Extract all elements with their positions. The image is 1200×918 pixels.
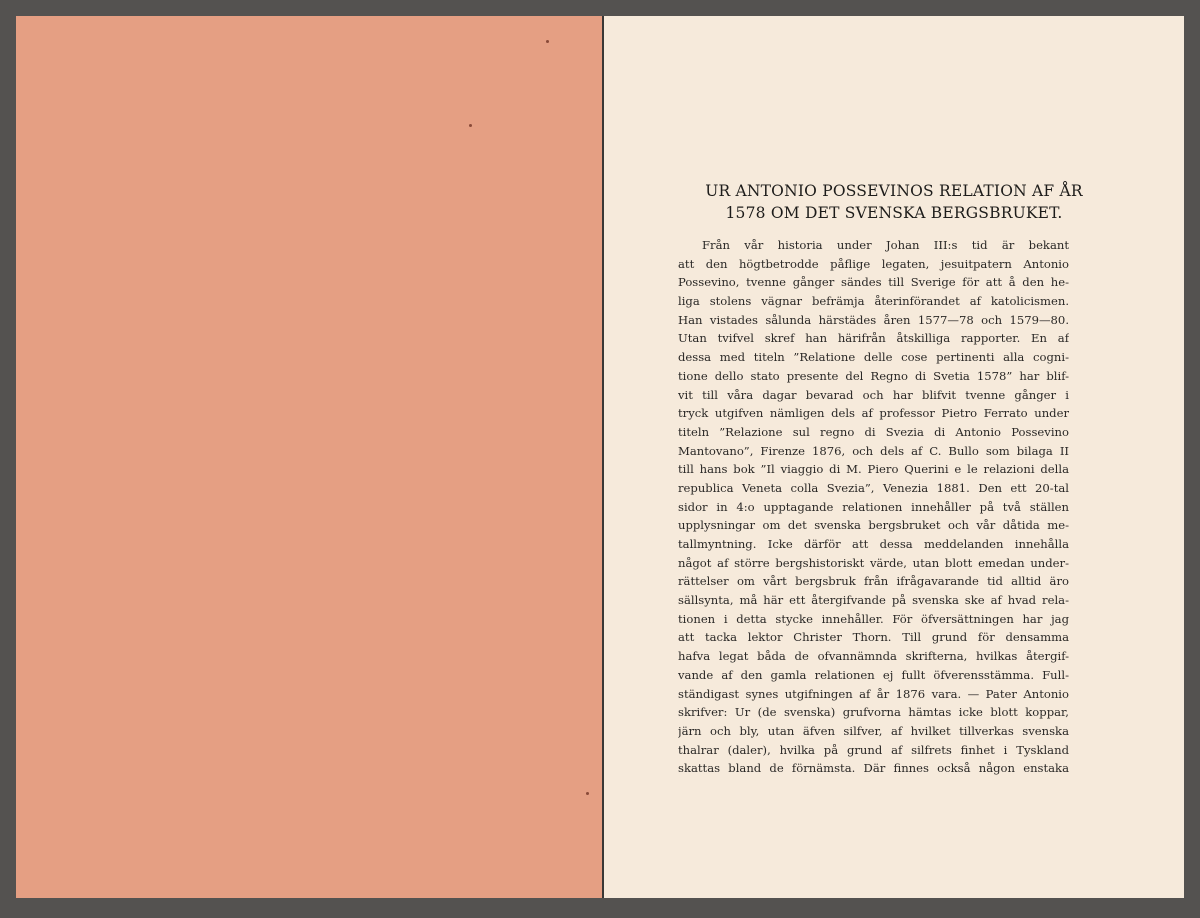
body-line: till hans bok ”Il viaggio di M. Piero Querini e le relazioni della [678,462,1069,477]
article-title [604,180,1184,224]
body-line: Possevino, tvenne gånger sändes till Sverige för att å den he- [678,275,1069,290]
body-text [678,236,1069,778]
body-line: skrifver: Ur (de svenska) grufvorna hämtas icke blott koppar, [678,705,1069,720]
body-line: Från vår historia under Johan III:s tid är bekant [702,238,1069,252]
body-line: att tacka lektor Christer Thorn. Till grund för densamma [678,630,1069,645]
paper-speck [469,124,472,127]
body-line: Mantovano”, Firenze 1876, och dels af C. Bullo som bilaga II [678,443,1069,458]
body-line: ständigast synes utgifningen af år 1876 vara. — Pater Antonio [678,686,1069,701]
body-line: liga stolens vägnar befrämja återinförandet af katolicismen. [678,294,1069,309]
body-line: tione dello stato presente del Regno di Svetia 1578” har blif- [678,368,1069,383]
body-line: vande af den gamla relationen ej fullt öfverensstämma. Full- [678,667,1069,682]
paper-speck [586,792,589,795]
body-line: upplysningar om det svenska bergsbruket och vår dåtida me- [678,518,1069,533]
body-line: dessa med titeln ”Relatione delle cose pertinenti alla cogni- [678,350,1069,365]
body-line: tionen i detta stycke innehåller. För öfversättningen har jag [678,611,1069,626]
paper-speck [546,40,549,43]
body-line: tryck utgifven nämligen dels af professor Pietro Ferrato under [678,406,1069,421]
body-line: att den högtbetrodde påflige legaten, jesuitpatern Antonio [678,256,1069,271]
body-line: Han vistades sålunda härstädes åren 1577—78 och 1579—80. [678,312,1069,327]
body-line: sällsynta, må här ett återgifvande på svenska ske af hvad rela- [678,593,1069,608]
title-line: UR ANTONIO POSSEVINOS RELATION AF ÅR [705,182,1083,200]
body-line: thalrar (daler), hvilka på grund af silfrets finhet i Tyskland [678,742,1069,757]
body-line: vit till våra dagar bevarad och har blifvit tvenne gånger i [678,387,1069,402]
body-line: skattas bland de förnämsta. Där finnes också någon enstaka [678,761,1069,776]
cover-page [16,16,602,898]
body-line: järn och bly, utan äfven silfver, af hvilket tillverkas svenska [678,723,1069,738]
body-line: Utan tvifvel skref han härifrån åtskilliga rapporter. En af [678,331,1069,346]
body-line: tallmyntning. Icke därför att dessa meddelanden innehålla [678,537,1069,551]
body-line: något af större bergshistoriskt värde, utan blott emedan under- [678,555,1069,570]
body-line: hafva legat båda de ofvannämnda skrifterna, hvilkas återgif- [678,649,1069,664]
body-line: republica Veneta colla Svezia”, Venezia 1881. Den ett 20-tal [678,480,1069,495]
title-line: 1578 OM DET SVENSKA BERGSBRUKET. [725,204,1063,222]
body-line: titeln ”Relazione sul regno di Svezia di Antonio Possevino [678,424,1069,439]
body-line: sidor in 4:o upptagande relationen innehåller på två ställen [678,499,1069,514]
body-line: rättelser om vårt bergsbruk från ifrågavarande tid alltid äro [678,574,1069,589]
